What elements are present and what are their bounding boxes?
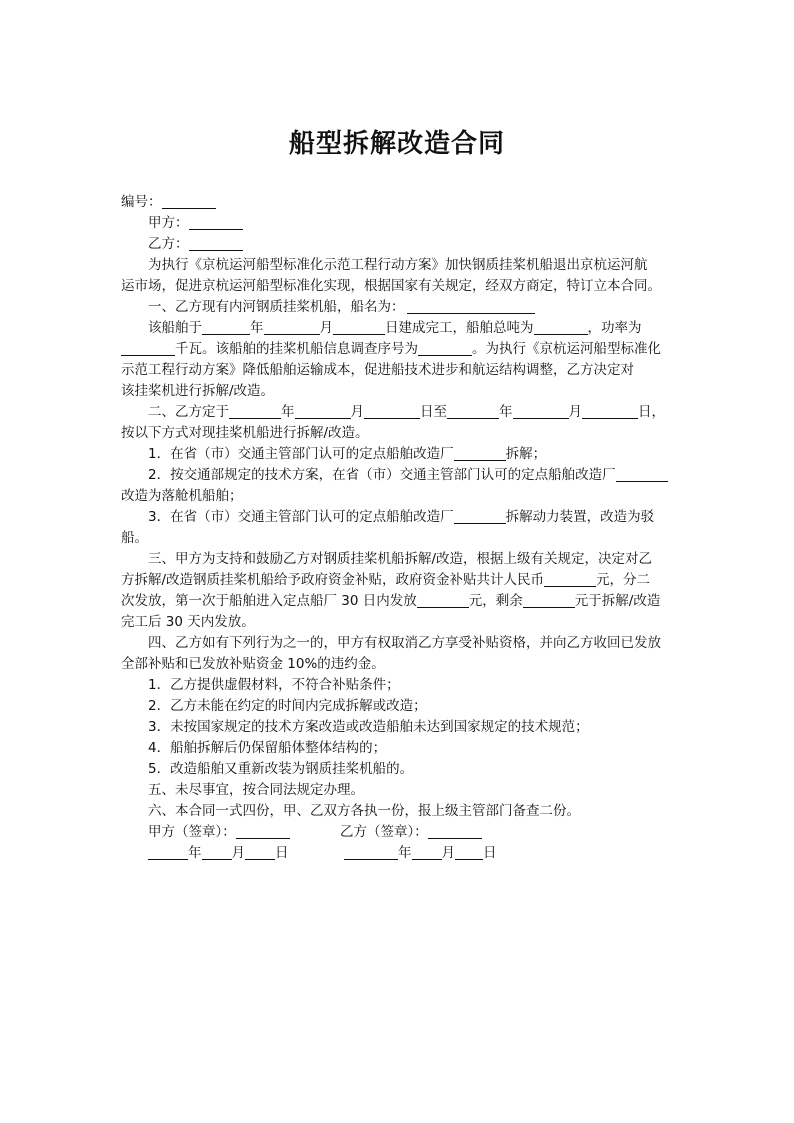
article-2-item-1 xyxy=(148,444,546,464)
party-a-month-blank[interactable] xyxy=(202,845,232,860)
built-day-blank[interactable] xyxy=(333,320,385,335)
article-1-line-5: 该挂桨机进行拆解/改造。 xyxy=(121,383,275,399)
party-b-label: 乙方： xyxy=(148,236,189,252)
item-1-text: 1．在省（市）交通主管部门认可的定点船舶改造厂 xyxy=(148,446,454,462)
number-line xyxy=(121,192,216,212)
party-b-line xyxy=(148,234,243,254)
party-a-blank[interactable] xyxy=(189,215,243,230)
end-month-blank[interactable] xyxy=(513,404,569,419)
ship-name-blank[interactable] xyxy=(407,299,535,314)
article-4-item: 5．改造船舶又重新改装为钢质挂桨机船的。 xyxy=(148,761,414,777)
article-1-line-4: 示范工程行动方案》降低船舶运输成本，促进船技术进步和航运结构调整，乙方决定对 xyxy=(121,362,634,378)
subsidy-unit: 元，分二 xyxy=(596,572,651,588)
month-label: 月 xyxy=(231,845,245,861)
item-1-shipyard-blank[interactable] xyxy=(454,446,506,461)
remaining-text: 元，剩余 xyxy=(468,593,523,609)
article-4-item: 4．船舶拆解后仍保留船体整体结构的； xyxy=(148,740,387,756)
built-text: 日建成完工，船舶总吨为 xyxy=(385,320,534,336)
party-a-sign-blank[interactable] xyxy=(236,824,290,839)
end-year-label: 年 xyxy=(499,404,513,420)
end-day-blank[interactable] xyxy=(582,404,638,419)
article-2-heading xyxy=(148,402,665,422)
number-label: 编号： xyxy=(121,194,162,210)
start-year-label: 年 xyxy=(281,404,295,420)
day-label: 日 xyxy=(483,845,497,861)
article-3-line-3 xyxy=(121,591,660,611)
day-end-label: 日， xyxy=(638,404,665,420)
item-3-tail: 拆解动力装置，改造为驳 xyxy=(505,509,655,525)
subsidy-text: 方拆解/改造钢质挂桨机船给予政府资金补贴，政府资金补贴共计人民币 xyxy=(121,572,545,588)
article-5: 五、未尽事宜，按合同法规定办理。 xyxy=(148,782,364,798)
article-4-item: 2．乙方未能在约定的时间内完成拆解或改造； xyxy=(148,698,427,714)
party-b-year-blank[interactable] xyxy=(344,845,398,860)
intro-line-1: 为执行《京杭运河船型标准化示范工程行动方案》加快钢质挂桨机船退出京杭运河航 xyxy=(148,257,648,273)
end-month-label: 月 xyxy=(568,404,582,420)
start-month-blank[interactable] xyxy=(295,404,351,419)
article-3-line-1: 三、甲方为支持和鼓励乙方对钢质挂桨机船拆解/改造，根据上级有关规定，决定对乙 xyxy=(148,551,653,567)
article-6: 六、本合同一式四份，甲、乙双方各执一份，报上级主管部门备查二份。 xyxy=(148,803,580,819)
day-to-label: 日至 xyxy=(420,404,447,420)
article-4-line-1: 四、乙方如有下列行为之一的，甲方有权取消乙方享受补贴资格，并向乙方收回已发放 xyxy=(148,635,661,651)
party-a-label: 甲方： xyxy=(148,215,189,231)
document-title: 船型拆解改造合同 xyxy=(288,129,505,159)
party-a-day-blank[interactable] xyxy=(245,845,275,860)
article-1-tail: 。为执行《京杭运河船型标准化 xyxy=(472,341,661,357)
intro-line-2: 运市场，促进京杭运河船型标准化实现，根据国家有关规定，经双方商定，特订立本合同。 xyxy=(121,278,661,294)
power-blank[interactable] xyxy=(121,341,175,356)
year-label: 年 xyxy=(250,320,264,336)
article-2-line-2: 按以下方式对现挂桨机船进行拆解/改造。 xyxy=(121,425,369,441)
subsidy-total-blank[interactable] xyxy=(544,572,596,587)
built-prefix: 该船舶于 xyxy=(148,320,202,336)
party-b-sign-label: 乙方（签章）： xyxy=(340,824,428,840)
item-3-text: 3．在省（市）交通主管部门认可的定点船舶改造厂 xyxy=(148,509,454,525)
first-payment-text: 次发放，第一次于船舶进入定点船厂 30 日内发放 xyxy=(121,593,417,609)
month-label: 月 xyxy=(319,320,333,336)
party-a-signature xyxy=(148,822,290,842)
tonnage-blank[interactable] xyxy=(534,320,588,335)
article-4-item: 3．未按国家规定的技术方案改造或改造船舶未达到国家规定的技术规范； xyxy=(148,719,589,735)
party-b-signature xyxy=(340,822,482,842)
party-b-day-blank[interactable] xyxy=(455,845,483,860)
article-2-item-2-cont: 改造为落舱机船舶； xyxy=(121,488,243,504)
power-text: ，功率为 xyxy=(587,320,642,336)
item-2-text: 2．按交通部规定的技术方案，在省（市）交通主管部门认可的定点船舶改造厂 xyxy=(148,467,616,483)
article-3-line-2 xyxy=(121,570,650,590)
party-a-line xyxy=(148,213,243,233)
article-2-item-3-cont: 船。 xyxy=(121,530,148,546)
number-blank[interactable] xyxy=(162,194,216,209)
party-a-sign-label: 甲方（签章）： xyxy=(148,824,236,840)
year-label: 年 xyxy=(188,845,202,861)
party-b-month-blank[interactable] xyxy=(412,845,442,860)
article-1-line-3 xyxy=(121,339,661,359)
article-2-item-3 xyxy=(148,507,654,527)
remaining-tail: 元于拆解/改造 xyxy=(574,593,661,609)
item-1-tail: 拆解； xyxy=(505,446,547,462)
article-3-line-4: 完工后 30 天内发放。 xyxy=(121,614,255,630)
first-payment-blank[interactable] xyxy=(417,593,469,608)
start-month-label: 月 xyxy=(350,404,364,420)
article-1-head-text: 一、乙方现有内河钢质挂桨机船，船名为： xyxy=(148,299,405,315)
remaining-payment-blank[interactable] xyxy=(523,593,575,608)
survey-number-blank[interactable] xyxy=(418,341,472,356)
party-a-sign-date xyxy=(148,843,289,863)
item-3-shipyard-blank[interactable] xyxy=(454,509,506,524)
party-b-sign-blank[interactable] xyxy=(428,824,482,839)
article-4-item: 1．乙方提供虚假材料，不符合补贴条件； xyxy=(148,677,400,693)
party-b-sign-date xyxy=(344,843,497,863)
built-month-blank[interactable] xyxy=(264,320,320,335)
item-2-shipyard-blank[interactable] xyxy=(616,467,668,482)
article-1-line-2 xyxy=(148,318,642,338)
article-2-head-text: 二、乙方定于 xyxy=(148,404,229,420)
article-1-heading xyxy=(148,297,535,317)
article-2-item-2 xyxy=(148,465,668,485)
start-year-blank[interactable] xyxy=(229,404,281,419)
article-4-line-2: 全部补贴和已发放补贴资金 10%的违约金。 xyxy=(121,656,385,672)
built-year-blank[interactable] xyxy=(202,320,250,335)
kw-text: 千瓦。该船舶的挂桨机船信息调查序号为 xyxy=(175,341,418,357)
month-label: 月 xyxy=(441,845,455,861)
day-label: 日 xyxy=(275,845,289,861)
party-a-year-blank[interactable] xyxy=(148,845,188,860)
party-b-blank[interactable] xyxy=(189,236,243,251)
start-day-blank[interactable] xyxy=(364,404,420,419)
end-year-blank[interactable] xyxy=(447,404,499,419)
year-label: 年 xyxy=(398,845,412,861)
